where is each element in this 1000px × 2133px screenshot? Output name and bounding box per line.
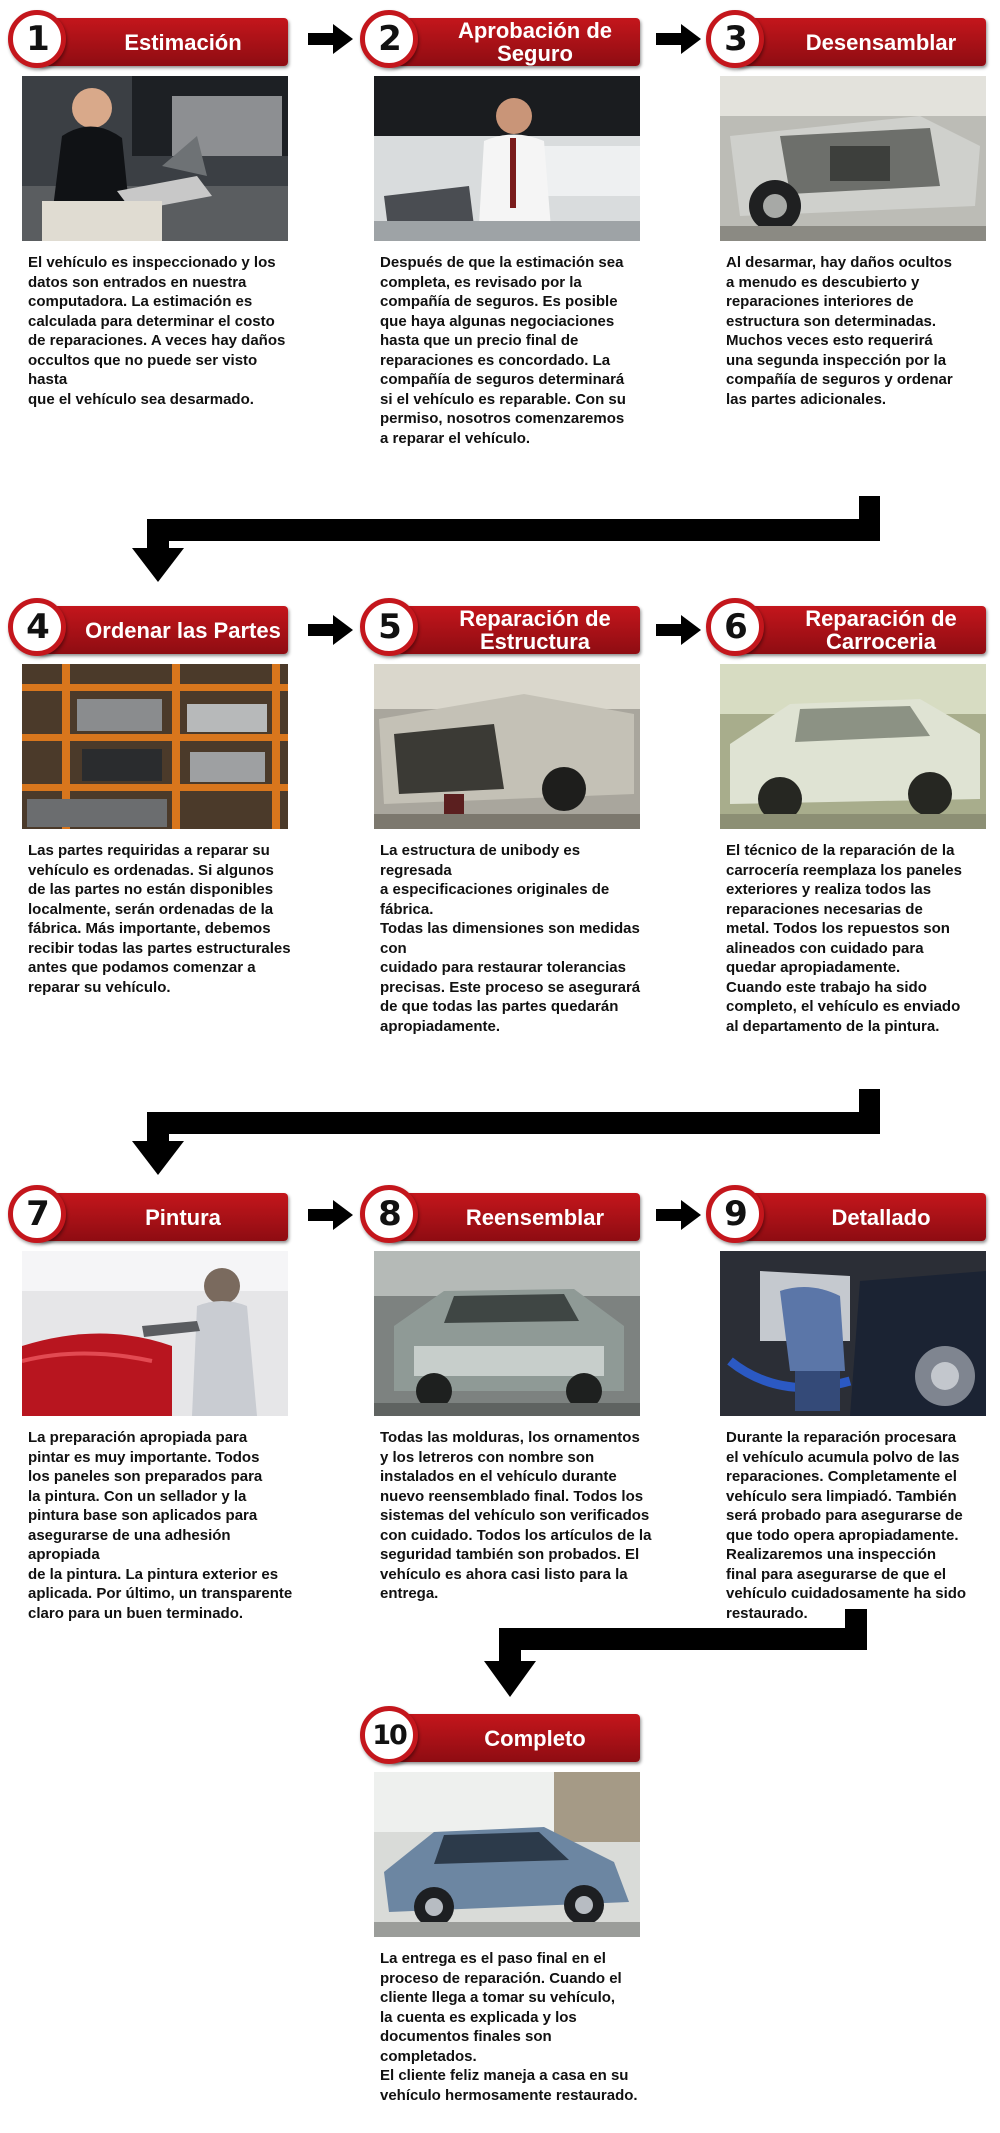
- step-number: 10: [372, 1719, 406, 1751]
- step-number-badge: [706, 1185, 764, 1243]
- step-title: Detallado: [831, 1204, 931, 1230]
- step-banner: [736, 18, 986, 66]
- step-description: Las partes requiridas a reparar su vehículo es ordenadas. Si algunos de las partes no están disponibles localmente, serán ordenadas de la fábrica. Más importante, debemos recibir todas las partes estructurales antes que podamos comenzar a reparar su vehículo.: [28, 842, 291, 996]
- frame-repair-photo: [374, 664, 640, 829]
- step-4: [8, 598, 291, 997]
- step-number: 9: [724, 1194, 746, 1234]
- step-3: [706, 10, 986, 409]
- step-9: [706, 1185, 986, 1623]
- step-header: [706, 10, 986, 72]
- step-header: [8, 598, 288, 660]
- step-6: [706, 598, 986, 1036]
- step-number: 1: [26, 19, 48, 59]
- detailing-photo: [720, 1251, 986, 1416]
- step-number-badge: [360, 1185, 418, 1243]
- step-description: El vehículo es inspeccionado y los datos son entrados en nuestra computadora. La estimación es calculada para determinar el costo de reparaciones. A veces hay daños occultos que no puede ser visto hasta que el vehículo sea desarmado.: [28, 254, 286, 408]
- step-banner: [390, 606, 640, 654]
- step-number: 4: [26, 607, 48, 647]
- step-banner: [736, 1193, 986, 1241]
- finished-sedan-photo: [374, 1772, 640, 1937]
- step-description: Todas las molduras, los ornamentos y los letreros con nombre son instalados en el vehículo durante nuevo reensemblado final. Todos los sistemas del vehículo son verificados con cuidado. Todos los artículos de la seguridad también son probados. El vehículo es ahora casi listo para la entrega.: [380, 1429, 652, 1602]
- step-description: La preparación apropiada para pintar es muy importante. Todos los paneles son preparados para la pintura. Con un sellador y la pintura base son aplicados para asegurarse de una adhesión apropiada de la pintura. La pintura exterior es aplicada. Por último, un transparente claro para un buen terminado.: [28, 1429, 293, 1622]
- arrow-right-icon: [308, 24, 353, 54]
- step-header: [706, 1185, 986, 1247]
- step-description: La entrega es el paso final en el proceso de reparación. Cuando el cliente llega a tomar su vehículo, la cuenta es explicada y los documentos finales son completados. El cliente feliz maneja a casa en su vehículo hermosamente restaurado.: [380, 1950, 638, 2104]
- step-header: [706, 598, 986, 660]
- step-number: 5: [378, 607, 400, 647]
- arrow-right-icon: [656, 615, 701, 645]
- step-number-badge: [360, 1706, 418, 1764]
- step-5: [360, 598, 640, 1036]
- step-header: [360, 10, 640, 72]
- step-2: [360, 10, 640, 448]
- step-description: La estructura de unibody es regresada a especificaciones originales de fábrica. Todas las dimensiones son medidas con cuidado para restaurar tolerancias precisas. Este proceso se asegurará de que todas las partes quedarán apropiadamente.: [380, 842, 641, 1035]
- step-number-badge: [8, 1185, 66, 1243]
- step-title: Reparación de Estructura: [459, 606, 611, 654]
- connector-arrow-icon: [110, 1085, 880, 1185]
- step-number-badge: [360, 10, 418, 68]
- arrow-right-icon: [656, 1200, 701, 1230]
- bodywork-car-photo: [720, 664, 986, 829]
- step-description: Al desarmar, hay daños ocultos a menudo es descubierto y reparaciones interiores de estructura son determinadas. Muchos veces esto requerirá una segunda inspección por la compañía de seguros y ordenar las partes adicionales.: [726, 254, 953, 408]
- disassembled-car-photo: [720, 76, 986, 241]
- step-title: Pintura: [145, 1204, 221, 1230]
- step-title: Reensemblar: [465, 1204, 605, 1230]
- connector-arrow-icon: [470, 1605, 870, 1705]
- step-banner: [390, 18, 640, 66]
- technician-laptop-car-photo: [22, 76, 288, 241]
- step-banner: [390, 1193, 640, 1241]
- step-number: 6: [724, 607, 746, 647]
- step-title: Desensamblar: [805, 29, 957, 55]
- step-title: Reparación de Carroceria: [805, 606, 957, 654]
- step-title: Aprobación de Seguro: [457, 18, 612, 66]
- adjuster-phone-photo: [374, 76, 640, 241]
- arrow-right-icon: [308, 1200, 353, 1230]
- step-number: 3: [724, 19, 746, 59]
- step-number-badge: [8, 598, 66, 656]
- step-1: [8, 10, 288, 409]
- step-7: [8, 1185, 293, 1623]
- step-banner: [390, 1714, 640, 1762]
- step-header: [360, 1706, 640, 1768]
- step-header: [360, 1185, 640, 1247]
- step-banner: [38, 1193, 288, 1241]
- step-title: Completo: [484, 1725, 586, 1751]
- step-8: [360, 1185, 652, 1604]
- step-number-badge: [8, 10, 66, 68]
- painter-spraying-photo: [22, 1251, 288, 1416]
- step-number-badge: [360, 598, 418, 656]
- step-10: [360, 1706, 640, 2105]
- step-number: 8: [378, 1194, 400, 1234]
- step-description: El técnico de la reparación de la carrocería reemplaza los paneles exteriores y realiza todos las reparaciones necesarias de metal. Todos los repuestos son alineados con cuidado para quedar apropiadamente. Cuando este trabajo ha sido completo, el vehículo es enviado al departamento de la pintura.: [726, 842, 962, 1035]
- step-title: Ordenar las Partes: [85, 617, 281, 643]
- arrow-right-icon: [656, 24, 701, 54]
- step-number-badge: [706, 598, 764, 656]
- step-banner: [38, 606, 288, 654]
- step-number-badge: [706, 10, 764, 68]
- connector-arrow-icon: [110, 492, 880, 592]
- step-banner: [38, 18, 288, 66]
- step-header: [8, 1185, 288, 1247]
- step-header: [8, 10, 288, 72]
- step-title: Estimación: [124, 29, 242, 55]
- step-header: [360, 598, 640, 660]
- parts-shelves-photo: [22, 664, 288, 829]
- reassembly-car-photo: [374, 1251, 640, 1416]
- step-description: Durante la reparación procesara el vehículo acumula polvo de las reparaciones. Completamente el vehículo sera limpiadó. También será probado para asegurarse de que todo opera apropiadamente. Realizaremos una inspección final para asegurarse de que el vehículo cuidadosamente ha sido restaurado.: [726, 1429, 967, 1622]
- step-description: Después de que la estimación sea completa, es revisado por la compañía de seguros. Es posible que haya algunas negociaciones hasta que un precio final de reparaciones es concordado. La compañía de seguros determinará si el vehículo es reparable. Con su permiso, nosotros comenzaremos a reparar el vehículo.: [380, 254, 626, 447]
- arrow-right-icon: [308, 615, 353, 645]
- step-number: 7: [26, 1194, 48, 1234]
- step-number: 2: [378, 19, 400, 59]
- step-banner: [736, 606, 986, 654]
